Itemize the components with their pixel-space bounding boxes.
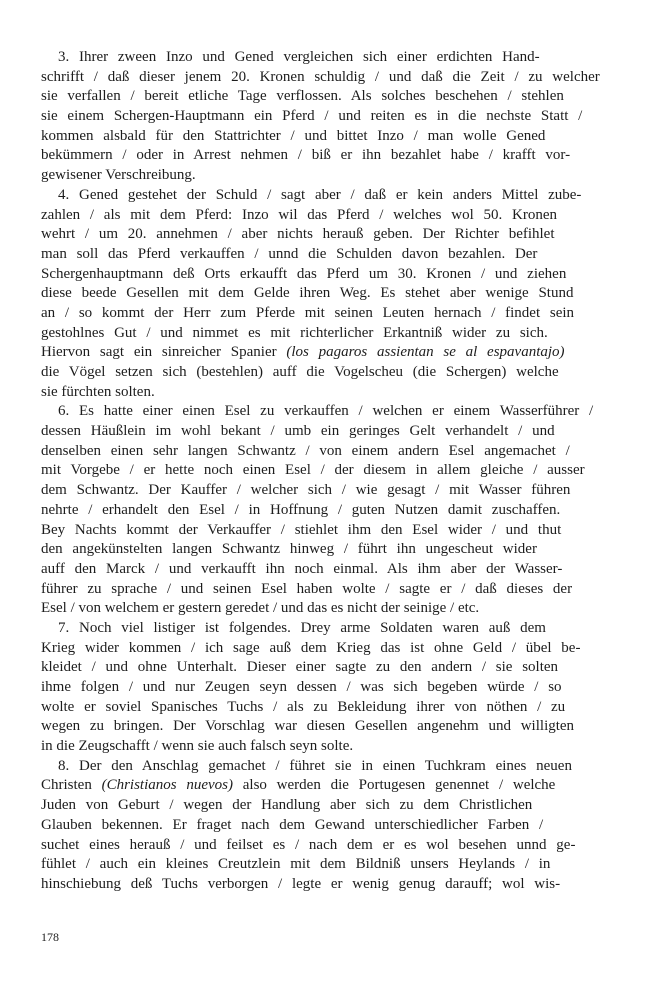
text-line-content: denselben einen sehr langen Schwantz / von einem andern Esel angemachet / <box>41 442 570 459</box>
text-line <box>41 68 618 88</box>
text-line <box>41 461 618 481</box>
text-line-content: schrifft / daß dieser jenem 20. Kronen schuldig / und daß die Zeit / zu welcher <box>41 68 600 85</box>
text-line <box>41 383 618 403</box>
text-line-content: zahlen / als mit dem Pferd: Inzo wil das Pferd / welches wol 50. Kronen <box>41 206 557 223</box>
text-line <box>41 580 618 600</box>
text-line <box>41 146 618 166</box>
italic-phrase: (Christianos nuevos) <box>101 777 234 794</box>
text-line <box>41 265 618 285</box>
text-line-content: gestohlnes Gut / und nimmet es mit richterlicher Erkantniß wider zu sich. <box>41 324 548 341</box>
text-line <box>41 836 618 856</box>
text-line-content: bekümmern / oder in Arrest nehmen / biß er ihn bezahlet habe / krafft vor- <box>41 147 571 164</box>
text-line <box>41 107 618 127</box>
text-line-continuation: also werden die Portugesen genennet / welche <box>242 777 556 794</box>
text-line-content: Bey Nachts kommt der Verkauffer / stiehlet ihm den Esel wider / und thut <box>41 521 562 538</box>
text-line <box>41 127 618 147</box>
text-line-content: sie fürchten solten. <box>41 383 155 400</box>
italic-phrase: (los pagaros assientan se al espavantajo) <box>286 344 565 361</box>
text-line <box>41 225 618 245</box>
text-line <box>41 737 618 757</box>
text-line <box>41 796 618 816</box>
text-line <box>41 422 618 442</box>
text-line <box>41 521 618 541</box>
text-line-content: Esel / von welchem er gestern geredet / und das es nicht der seinige / etc. <box>41 600 480 617</box>
text-line-content: Christen <box>41 777 92 794</box>
text-line <box>41 501 618 521</box>
text-line-content: an / so kommt der Herr zum Pferde mit seinen Leuten hernach / findet sein <box>41 304 575 321</box>
text-line-content: man soll das Pferd verkauffen / unnd die Schulden davon bezahlen. Der <box>41 245 538 262</box>
text-line-content: dem Schwantz. Der Kauffer / welcher sich / wie gesagt / mit Wasser führen <box>41 482 571 499</box>
text-line <box>41 658 618 678</box>
text-line-content: kleidet / und ohne Unterhalt. Dieser einer sagte zu den andern / sie solten <box>41 659 559 676</box>
text-line <box>41 284 618 304</box>
text-line <box>41 875 618 895</box>
text-line <box>41 343 618 363</box>
text-line <box>41 442 618 462</box>
text-line-content: Krieg wider kommen / ich sage auß dem Krieg das ist ohne Geld / übel be- <box>41 639 581 656</box>
text-line-content: auff den Marck / und verkaufft ihn noch einmal. Als ihm aber der Wasser- <box>41 560 563 577</box>
text-line-content: mit Vorgebe / er hette noch einen Esel / der diesem in allem gleiche / ausser <box>41 462 585 479</box>
text-line-content: hinschiebung deß Tuchs verborgen / legte er wenig genug darauff; wol wis- <box>41 875 561 892</box>
text-line-content: Schergenhauptmann deß Orts erkaufft das Pferd um 30. Kronen / und ziehen <box>41 265 567 282</box>
text-line-content: Hiervon sagt ein sinreicher Spanier <box>41 344 277 361</box>
text-line-content: Juden von Geburt / wegen der Handlung aber sich zu dem Christlichen <box>41 797 533 814</box>
text-line <box>41 324 618 344</box>
text-line <box>41 481 618 501</box>
text-line <box>41 402 618 422</box>
text-line-content: 8. Der den Anschlag gemachet / führet sie in einen Tuchkram eines neuen <box>58 757 572 774</box>
text-line-content: kommen alsbald für den Stattrichter / und bittet Inzo / man wolle Gened <box>41 127 546 144</box>
text-line-content: die Vögel setzen sich (bestehlen) auff die Vogelscheu (die Schergen) welche <box>41 364 559 380</box>
text-line <box>41 363 618 383</box>
text-line <box>41 245 618 265</box>
text-line-content: dessen Häußlein im wohl bekant / umb ein geringes Gelt verhandelt / und <box>41 423 555 440</box>
text-line-content: gewisener Verschreibung. <box>41 167 196 184</box>
text-line <box>41 599 618 619</box>
text-line-content: ihme folgen / und nur Zeugen seyn dessen / was sich begeben würde / so <box>41 679 562 695</box>
text-line-content: Glauben bekennen. Er fraget nach dem Gewand unterschiedlicher Farben / <box>41 816 544 833</box>
text-line-content: fühlet / auch ein kleines Creutzlein mit dem Bildniß unsers Heylands / in <box>41 856 551 873</box>
text-line-content: suchet eines herauß / und feilset es / nach dem er es wol besehen unnd ge- <box>41 836 576 853</box>
text-line-content: sie einem Schergen-Hauptmann ein Pferd / und reiten es in die nechste Statt / <box>41 108 583 125</box>
text-line-content: 6. Es hatte einer einen Esel zu verkauffen / welchen er einem Wasserführer / <box>58 403 594 420</box>
body-text <box>41 48 618 895</box>
text-line <box>41 855 618 875</box>
text-line <box>41 757 618 777</box>
text-line <box>41 639 618 659</box>
text-line-content: in die Zeugschafft / wenn sie auch falsch seyn solte. <box>41 738 354 755</box>
text-line <box>41 87 618 107</box>
text-line-content: sie verfallen / bereit etliche Tage verflossen. Als solches beschehen / stehlen <box>41 88 564 105</box>
text-line-content: nehrte / erhandelt den Esel / in Hoffnung / guten Nutzen damit zuschaffen. <box>41 501 561 518</box>
text-line-content: 4. Gened gestehet der Schuld / sagt aber / daß er kein anders Mittel zube- <box>58 186 582 203</box>
text-line-content: wegen zu bringen. Der Vorschlag war diesen Gesellen angenehm und willigten <box>41 718 575 735</box>
text-line <box>41 304 618 324</box>
text-line <box>41 816 618 836</box>
text-line <box>41 206 618 226</box>
page-number: 178 <box>41 930 59 944</box>
text-line-content: diese beede Gesellen mit dem Gelde ihren Weg. Es stehet aber wenige Stund <box>41 285 574 302</box>
text-line <box>41 619 618 639</box>
text-line <box>41 560 618 580</box>
text-line <box>41 717 618 737</box>
text-line-content: 7. Noch viel listiger ist folgendes. Drey arme Soldaten waren auß dem <box>58 619 546 636</box>
text-line-content: wehrt / um 20. annehmen / aber nichts herauß geben. Der Richter befihlet <box>41 226 555 243</box>
text-line-content: 3. Ihrer zween Inzo und Gened vergleichen sich einer erdichten Hand- <box>58 49 540 65</box>
text-line <box>41 540 618 560</box>
text-line-content: führer zu sprache / und seinen Esel haben wolte / sagte er / daß dieses der <box>41 580 573 597</box>
text-line <box>41 678 618 698</box>
text-line <box>41 48 618 68</box>
text-line <box>41 186 618 206</box>
text-line <box>41 776 618 796</box>
text-line <box>41 166 618 186</box>
text-line-content: den angekünstelten langen Schwantz hinweg / führt ihn ungescheut wider <box>41 541 537 558</box>
text-line <box>41 698 618 718</box>
text-line-content: wolte er soviel Spanisches Tuchs / als zu Bekleidung ihrer von nöthen / zu <box>41 698 566 715</box>
